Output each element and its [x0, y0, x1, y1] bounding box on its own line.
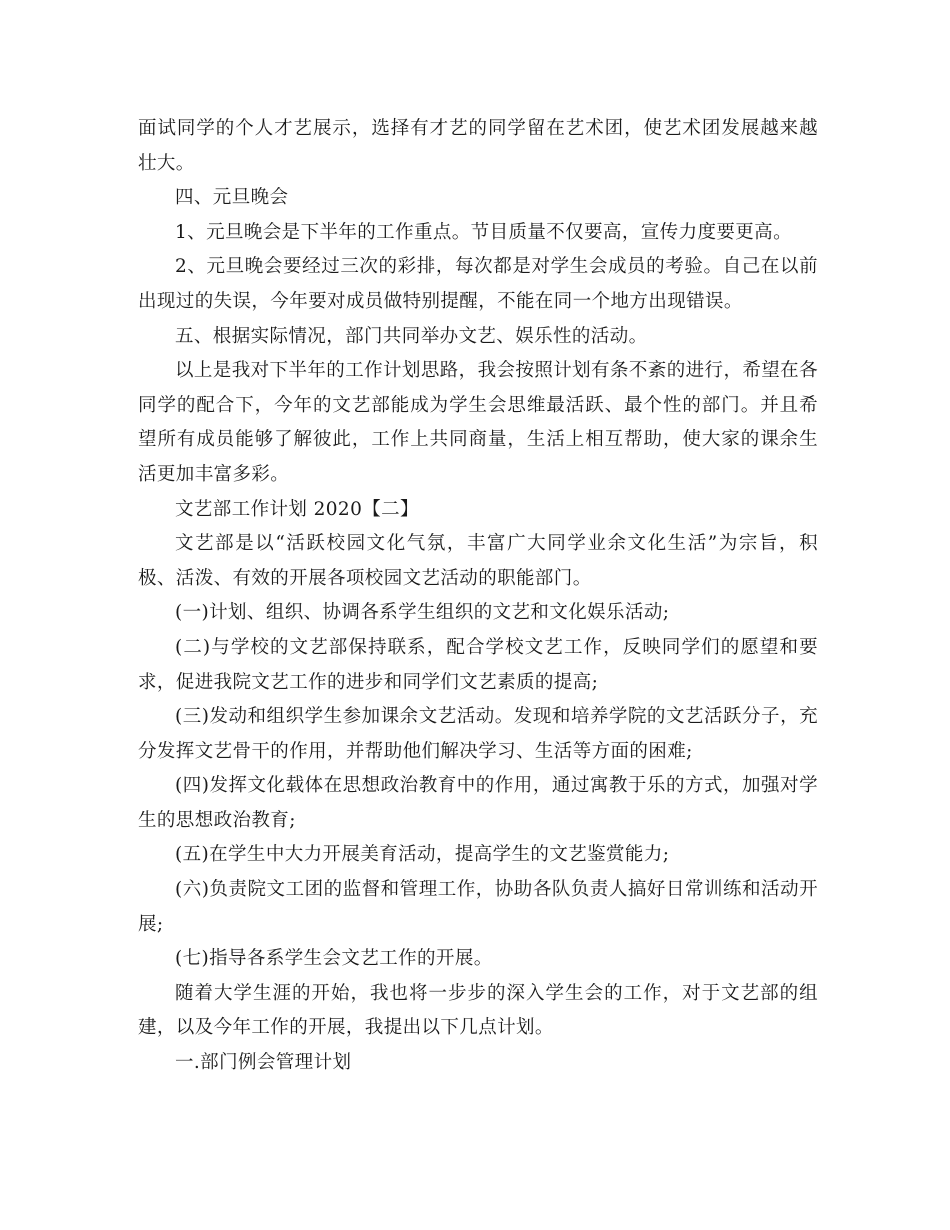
list-item: (七)指导各系学生会文艺工作的开展。: [175, 948, 493, 970]
list-item: (四)发挥文化载体在思想政治教育中的作用，通过寓教于乐的方式，加强对学生的思想政治教育;: [138, 775, 818, 831]
paragraph: 五、根据实际情况，部门共同举办文艺、娱乐性的活动。: [175, 325, 648, 347]
document-body: [138, 112, 818, 1081]
section-heading-new-year-gala: 四、元旦晚会: [175, 187, 289, 209]
list-item: (六)负责院文工团的监督和管理工作，协助各队负责人搞好日常训练和活动开展;: [138, 879, 818, 935]
paragraph-continued: 面试同学的个人才艺展示，选择有才艺的同学留在艺术团，使艺术团发展越来越壮大。: [138, 118, 818, 174]
paragraph: 以上是我对下半年的工作计划思路，我会按照计划有条不紊的进行，希望在各同学的配合下，今年的文艺部能成为学生会思维最活跃、最个性的部门。并且希望所有成员能够了解彼此，工作上共同商量，生活上相互帮助，使大家的课余生活更加丰富多彩。: [138, 360, 818, 485]
list-item: (五)在学生中大力开展美育活动，提高学生的文艺鉴赏能力;: [175, 844, 670, 866]
paragraph: 随着大学生涯的开始，我也将一步步的深入学生会的工作，对于文艺部的组建，以及今年工作的开展，我提出以下几点计划。: [138, 982, 818, 1039]
section-title-plan-two: 文艺部工作计划 2020【二】: [175, 498, 419, 520]
paragraph: 2、元旦晚会要经过三次的彩排，每次都是对学生会成员的考验。自己在以前出现过的失误，今年要对成员做特别提醒，不能在同一个地方出现错误。: [138, 256, 818, 312]
list-item: (一)计划、组织、协调各系学生组织的文艺和文化娱乐活动;: [175, 602, 670, 624]
section-heading-meeting-plan: 一.部门例会管理计划: [175, 1052, 352, 1074]
paragraph: 1、元旦晚会是下半年的工作重点。节目质量不仅要高，宣传力度要更高。: [175, 221, 792, 243]
list-item: (二)与学校的文艺部保持联系，配合学校文艺工作，反映同学们的愿望和要求，促进我院文艺工作的进步和同学们文艺素质的提高;: [138, 636, 818, 693]
paragraph: 文艺部是以“活跃校园文化气氛，丰富广大同学业余文化生活”为宗旨，积极、活泼、有效的开展各项校园文艺活动的职能部门。: [138, 533, 818, 589]
list-item: (三)发动和组织学生参加课余文艺活动。发现和培养学院的文艺活跃分子，充分发挥文艺骨干的作用，并帮助他们解决学习、生活等方面的困难;: [138, 706, 818, 762]
